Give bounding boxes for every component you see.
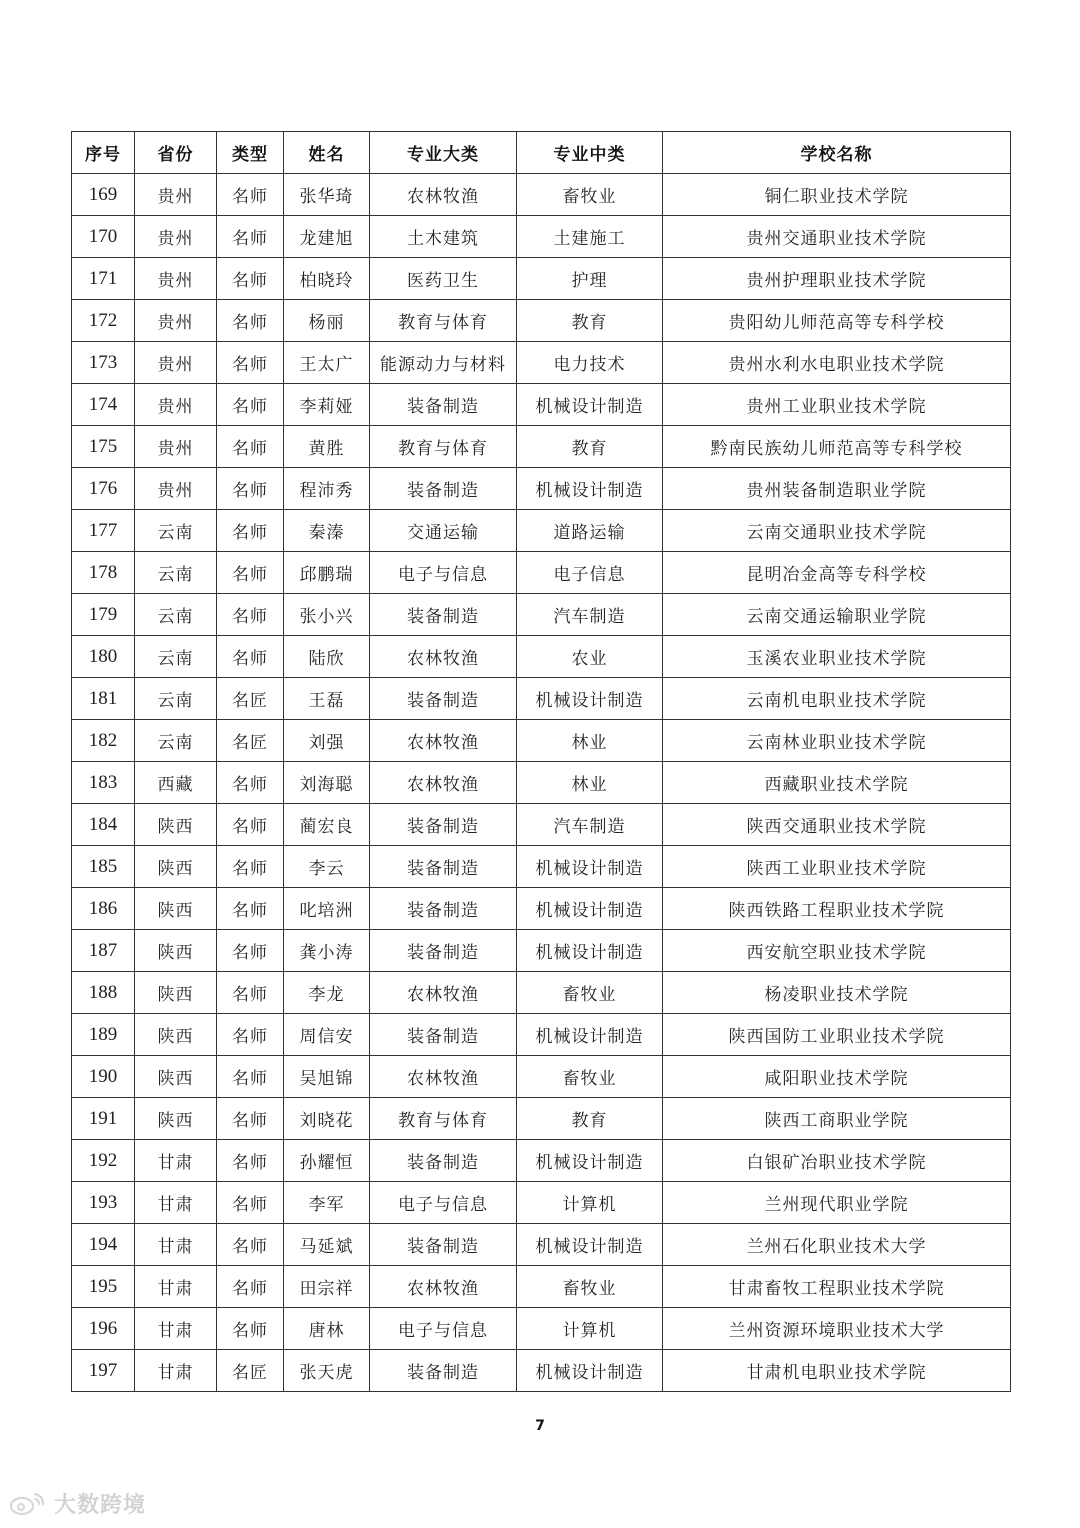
cell-col-province: 贵州 <box>135 300 217 342</box>
cell-col-province: 陕西 <box>135 804 217 846</box>
cell-col-index: 177 <box>72 510 135 552</box>
cell-col-major-subcategory: 机械设计制造 <box>517 846 663 888</box>
cell-col-index: 185 <box>72 846 135 888</box>
cell-col-name: 叱培洲 <box>284 888 370 930</box>
cell-col-index: 192 <box>72 1140 135 1182</box>
table-row <box>72 1308 1011 1350</box>
cell-col-school: 兰州现代职业学院 <box>663 1182 1011 1224</box>
cell-col-index: 197 <box>72 1350 135 1392</box>
cell-col-school: 陕西国防工业职业技术学院 <box>663 1014 1011 1056</box>
cell-col-type: 名师 <box>217 972 284 1014</box>
cell-col-major-subcategory: 机械设计制造 <box>517 468 663 510</box>
cell-col-province: 甘肃 <box>135 1350 217 1392</box>
cell-col-type: 名师 <box>217 1182 284 1224</box>
cell-col-name: 刘强 <box>284 720 370 762</box>
cell-col-major-subcategory: 机械设计制造 <box>517 888 663 930</box>
table-row <box>72 1140 1011 1182</box>
cell-col-province: 云南 <box>135 636 217 678</box>
cell-col-major-category: 农林牧渔 <box>370 972 517 1014</box>
cell-col-province: 陕西 <box>135 972 217 1014</box>
cell-col-name: 刘晓花 <box>284 1098 370 1140</box>
cell-col-major-category: 装备制造 <box>370 846 517 888</box>
cell-col-major-subcategory: 机械设计制造 <box>517 1224 663 1266</box>
table-row <box>72 216 1011 258</box>
table-row <box>72 426 1011 468</box>
cell-col-major-category: 装备制造 <box>370 678 517 720</box>
cell-col-name: 秦溱 <box>284 510 370 552</box>
header-col-province: 省份 <box>135 132 217 174</box>
cell-col-school: 贵州护理职业技术学院 <box>663 258 1011 300</box>
cell-col-name: 田宗祥 <box>284 1266 370 1308</box>
cell-col-major-subcategory: 林业 <box>517 720 663 762</box>
cell-col-type: 名匠 <box>217 720 284 762</box>
cell-col-province: 贵州 <box>135 258 217 300</box>
cell-col-type: 名师 <box>217 804 284 846</box>
table-row <box>72 720 1011 762</box>
cell-col-index: 175 <box>72 426 135 468</box>
cell-col-province: 贵州 <box>135 342 217 384</box>
cell-col-province: 陕西 <box>135 1014 217 1056</box>
table-row <box>72 972 1011 1014</box>
cell-col-major-category: 装备制造 <box>370 804 517 846</box>
cell-col-major-subcategory: 机械设计制造 <box>517 1350 663 1392</box>
cell-col-major-category: 农林牧渔 <box>370 720 517 762</box>
cell-col-school: 陕西铁路工程职业技术学院 <box>663 888 1011 930</box>
cell-col-school: 西藏职业技术学院 <box>663 762 1011 804</box>
cell-col-name: 马延斌 <box>284 1224 370 1266</box>
cell-col-major-category: 农林牧渔 <box>370 762 517 804</box>
cell-col-school: 云南机电职业技术学院 <box>663 678 1011 720</box>
cell-col-index: 169 <box>72 174 135 216</box>
cell-col-name: 王磊 <box>284 678 370 720</box>
table-row <box>72 636 1011 678</box>
cell-col-major-subcategory: 计算机 <box>517 1308 663 1350</box>
table-row <box>72 552 1011 594</box>
cell-col-school: 陕西交通职业技术学院 <box>663 804 1011 846</box>
header-col-index: 序号 <box>72 132 135 174</box>
cell-col-type: 名师 <box>217 510 284 552</box>
cell-col-name: 程沛秀 <box>284 468 370 510</box>
cell-col-major-category: 农林牧渔 <box>370 1266 517 1308</box>
cell-col-province: 云南 <box>135 552 217 594</box>
cell-col-type: 名师 <box>217 1308 284 1350</box>
cell-col-province: 西藏 <box>135 762 217 804</box>
cell-col-major-category: 农林牧渔 <box>370 174 517 216</box>
cell-col-province: 云南 <box>135 510 217 552</box>
cell-col-major-category: 装备制造 <box>370 384 517 426</box>
cell-col-type: 名师 <box>217 1098 284 1140</box>
cell-col-type: 名师 <box>217 384 284 426</box>
cell-col-major-category: 教育与体育 <box>370 300 517 342</box>
cell-col-index: 188 <box>72 972 135 1014</box>
table-row <box>72 1182 1011 1224</box>
cell-col-major-category: 电子与信息 <box>370 1308 517 1350</box>
cell-col-major-subcategory: 教育 <box>517 300 663 342</box>
cell-col-name: 龚小涛 <box>284 930 370 972</box>
table-row <box>72 804 1011 846</box>
table-row <box>72 1098 1011 1140</box>
cell-col-school: 贵州装备制造职业学院 <box>663 468 1011 510</box>
cell-col-province: 陕西 <box>135 888 217 930</box>
cell-col-name: 李军 <box>284 1182 370 1224</box>
cell-col-major-category: 装备制造 <box>370 1014 517 1056</box>
cell-col-name: 李云 <box>284 846 370 888</box>
cell-col-major-subcategory: 汽车制造 <box>517 804 663 846</box>
cell-col-major-subcategory: 机械设计制造 <box>517 384 663 426</box>
cell-col-name: 陆欣 <box>284 636 370 678</box>
cell-col-major-category: 交通运输 <box>370 510 517 552</box>
cell-col-school: 云南交通职业技术学院 <box>663 510 1011 552</box>
cell-col-type: 名师 <box>217 174 284 216</box>
roster-table <box>71 131 1011 1392</box>
cell-col-index: 186 <box>72 888 135 930</box>
cell-col-type: 名师 <box>217 888 284 930</box>
cell-col-province: 贵州 <box>135 216 217 258</box>
table-header-row <box>72 132 1011 174</box>
cell-col-school: 兰州石化职业技术大学 <box>663 1224 1011 1266</box>
cell-col-name: 邱鹏瑞 <box>284 552 370 594</box>
cell-col-name: 张华琦 <box>284 174 370 216</box>
cell-col-name: 唐林 <box>284 1308 370 1350</box>
cell-col-major-subcategory: 机械设计制造 <box>517 1014 663 1056</box>
cell-col-index: 195 <box>72 1266 135 1308</box>
cell-col-province: 陕西 <box>135 1056 217 1098</box>
cell-col-major-category: 电子与信息 <box>370 1182 517 1224</box>
cell-col-province: 云南 <box>135 720 217 762</box>
cell-col-province: 甘肃 <box>135 1182 217 1224</box>
cell-col-type: 名师 <box>217 468 284 510</box>
watermark-text: 大数跨境 <box>54 1493 147 1518</box>
table-row <box>72 930 1011 972</box>
cell-col-name: 柏晓玲 <box>284 258 370 300</box>
table-row <box>72 258 1011 300</box>
table-row <box>72 510 1011 552</box>
cell-col-major-subcategory: 机械设计制造 <box>517 930 663 972</box>
cell-col-name: 王太广 <box>284 342 370 384</box>
cell-col-major-category: 土木建筑 <box>370 216 517 258</box>
cell-col-province: 陕西 <box>135 930 217 972</box>
cell-col-province: 陕西 <box>135 1098 217 1140</box>
cell-col-index: 193 <box>72 1182 135 1224</box>
cell-col-name: 刘海聪 <box>284 762 370 804</box>
cell-col-index: 178 <box>72 552 135 594</box>
cell-col-school: 甘肃机电职业技术学院 <box>663 1350 1011 1392</box>
cell-col-index: 179 <box>72 594 135 636</box>
cell-col-school: 贵阳幼儿师范高等专科学校 <box>663 300 1011 342</box>
cell-col-type: 名师 <box>217 762 284 804</box>
watermark <box>8 1488 146 1519</box>
header-col-major-subcategory: 专业中类 <box>517 132 663 174</box>
cell-col-index: 189 <box>72 1014 135 1056</box>
header-col-school: 学校名称 <box>663 132 1011 174</box>
cell-col-major-subcategory: 计算机 <box>517 1182 663 1224</box>
cell-col-type: 名师 <box>217 1224 284 1266</box>
cell-col-province: 云南 <box>135 594 217 636</box>
cell-col-major-category: 装备制造 <box>370 1140 517 1182</box>
table-row <box>72 846 1011 888</box>
cell-col-province: 贵州 <box>135 468 217 510</box>
table-body <box>72 174 1011 1392</box>
cell-col-major-subcategory: 护理 <box>517 258 663 300</box>
cell-col-index: 183 <box>72 762 135 804</box>
cell-col-index: 191 <box>72 1098 135 1140</box>
header-col-name: 姓名 <box>284 132 370 174</box>
cell-col-name: 黄胜 <box>284 426 370 468</box>
cell-col-major-category: 农林牧渔 <box>370 636 517 678</box>
cell-col-name: 吴旭锦 <box>284 1056 370 1098</box>
cell-col-major-subcategory: 畜牧业 <box>517 972 663 1014</box>
cell-col-index: 173 <box>72 342 135 384</box>
cell-col-major-subcategory: 林业 <box>517 762 663 804</box>
header-col-major-category: 专业大类 <box>370 132 517 174</box>
cell-col-type: 名匠 <box>217 1350 284 1392</box>
cell-col-school: 兰州资源环境职业技术大学 <box>663 1308 1011 1350</box>
cell-col-type: 名师 <box>217 846 284 888</box>
cell-col-school: 甘肃畜牧工程职业技术学院 <box>663 1266 1011 1308</box>
cell-col-name: 周信安 <box>284 1014 370 1056</box>
cell-col-school: 昆明冶金高等专科学校 <box>663 552 1011 594</box>
cell-col-school: 西安航空职业技术学院 <box>663 930 1011 972</box>
table-row <box>72 1014 1011 1056</box>
cell-col-major-category: 装备制造 <box>370 1350 517 1392</box>
cell-col-major-subcategory: 电力技术 <box>517 342 663 384</box>
cell-col-index: 171 <box>72 258 135 300</box>
cell-col-school: 陕西工业职业技术学院 <box>663 846 1011 888</box>
cell-col-type: 名师 <box>217 216 284 258</box>
cell-col-index: 174 <box>72 384 135 426</box>
cell-col-index: 194 <box>72 1224 135 1266</box>
cell-col-index: 180 <box>72 636 135 678</box>
cell-col-major-subcategory: 机械设计制造 <box>517 1140 663 1182</box>
cell-col-major-subcategory: 畜牧业 <box>517 174 663 216</box>
page-number: 7 <box>535 1418 545 1434</box>
cell-col-major-subcategory: 道路运输 <box>517 510 663 552</box>
cell-col-name: 张天虎 <box>284 1350 370 1392</box>
cell-col-name: 孙耀恒 <box>284 1140 370 1182</box>
cell-col-school: 玉溪农业职业技术学院 <box>663 636 1011 678</box>
cell-col-type: 名师 <box>217 1140 284 1182</box>
table-row <box>72 174 1011 216</box>
cell-col-major-subcategory: 机械设计制造 <box>517 678 663 720</box>
cell-col-province: 甘肃 <box>135 1266 217 1308</box>
cell-col-school: 陕西工商职业学院 <box>663 1098 1011 1140</box>
cell-col-name: 蔺宏良 <box>284 804 370 846</box>
cell-col-index: 196 <box>72 1308 135 1350</box>
cell-col-school: 杨凌职业技术学院 <box>663 972 1011 1014</box>
cell-col-major-category: 医药卫生 <box>370 258 517 300</box>
cell-col-major-category: 教育与体育 <box>370 1098 517 1140</box>
table-row <box>72 300 1011 342</box>
cell-col-type: 名师 <box>217 1014 284 1056</box>
cell-col-index: 181 <box>72 678 135 720</box>
cell-col-type: 名师 <box>217 552 284 594</box>
cell-col-major-subcategory: 教育 <box>517 1098 663 1140</box>
cell-col-name: 龙建旭 <box>284 216 370 258</box>
cell-col-province: 贵州 <box>135 384 217 426</box>
cell-col-school: 云南林业职业技术学院 <box>663 720 1011 762</box>
cell-col-type: 名师 <box>217 594 284 636</box>
cell-col-type: 名师 <box>217 300 284 342</box>
cell-col-major-category: 装备制造 <box>370 1224 517 1266</box>
cell-col-major-category: 教育与体育 <box>370 426 517 468</box>
cell-col-major-category: 能源动力与材料 <box>370 342 517 384</box>
cell-col-province: 甘肃 <box>135 1308 217 1350</box>
cell-col-index: 170 <box>72 216 135 258</box>
cell-col-name: 杨丽 <box>284 300 370 342</box>
cell-col-major-category: 农林牧渔 <box>370 1056 517 1098</box>
cell-col-major-subcategory: 畜牧业 <box>517 1266 663 1308</box>
cell-col-type: 名师 <box>217 1056 284 1098</box>
cell-col-school: 咸阳职业技术学院 <box>663 1056 1011 1098</box>
cell-col-province: 云南 <box>135 678 217 720</box>
cell-col-index: 176 <box>72 468 135 510</box>
cell-col-index: 184 <box>72 804 135 846</box>
cell-col-type: 名师 <box>217 426 284 468</box>
table-row <box>72 762 1011 804</box>
table-row <box>72 1350 1011 1392</box>
cell-col-index: 187 <box>72 930 135 972</box>
cell-col-school: 贵州工业职业技术学院 <box>663 384 1011 426</box>
cell-col-type: 名师 <box>217 636 284 678</box>
cell-col-index: 172 <box>72 300 135 342</box>
cell-col-province: 甘肃 <box>135 1224 217 1266</box>
header-col-type: 类型 <box>217 132 284 174</box>
cell-col-major-category: 电子与信息 <box>370 552 517 594</box>
table-row <box>72 1056 1011 1098</box>
table-row <box>72 1266 1011 1308</box>
cell-col-province: 甘肃 <box>135 1140 217 1182</box>
cell-col-name: 张小兴 <box>284 594 370 636</box>
table-row <box>72 384 1011 426</box>
cell-col-major-category: 装备制造 <box>370 594 517 636</box>
cell-col-name: 李莉娅 <box>284 384 370 426</box>
cell-col-major-category: 装备制造 <box>370 930 517 972</box>
cell-col-province: 贵州 <box>135 174 217 216</box>
cell-col-type: 名师 <box>217 342 284 384</box>
cell-col-major-category: 装备制造 <box>370 888 517 930</box>
table-row <box>72 342 1011 384</box>
table-row <box>72 678 1011 720</box>
cell-col-major-subcategory: 教育 <box>517 426 663 468</box>
cell-col-type: 名师 <box>217 1266 284 1308</box>
cell-col-major-category: 装备制造 <box>370 468 517 510</box>
cell-col-index: 190 <box>72 1056 135 1098</box>
cell-col-major-subcategory: 电子信息 <box>517 552 663 594</box>
table-row <box>72 468 1011 510</box>
weibo-icon <box>8 1489 48 1519</box>
cell-col-type: 名师 <box>217 930 284 972</box>
table-row <box>72 594 1011 636</box>
cell-col-school: 铜仁职业技术学院 <box>663 174 1011 216</box>
cell-col-index: 182 <box>72 720 135 762</box>
cell-col-school: 贵州水利水电职业技术学院 <box>663 342 1011 384</box>
cell-col-school: 云南交通运输职业学院 <box>663 594 1011 636</box>
cell-col-school: 黔南民族幼儿师范高等专科学校 <box>663 426 1011 468</box>
cell-col-major-subcategory: 汽车制造 <box>517 594 663 636</box>
table-row <box>72 1224 1011 1266</box>
cell-col-province: 贵州 <box>135 426 217 468</box>
cell-col-type: 名师 <box>217 258 284 300</box>
cell-col-major-subcategory: 农业 <box>517 636 663 678</box>
cell-col-school: 白银矿冶职业技术学院 <box>663 1140 1011 1182</box>
cell-col-school: 贵州交通职业技术学院 <box>663 216 1011 258</box>
cell-col-major-subcategory: 土建施工 <box>517 216 663 258</box>
table-row <box>72 888 1011 930</box>
cell-col-province: 陕西 <box>135 846 217 888</box>
cell-col-major-subcategory: 畜牧业 <box>517 1056 663 1098</box>
cell-col-type: 名匠 <box>217 678 284 720</box>
cell-col-name: 李龙 <box>284 972 370 1014</box>
